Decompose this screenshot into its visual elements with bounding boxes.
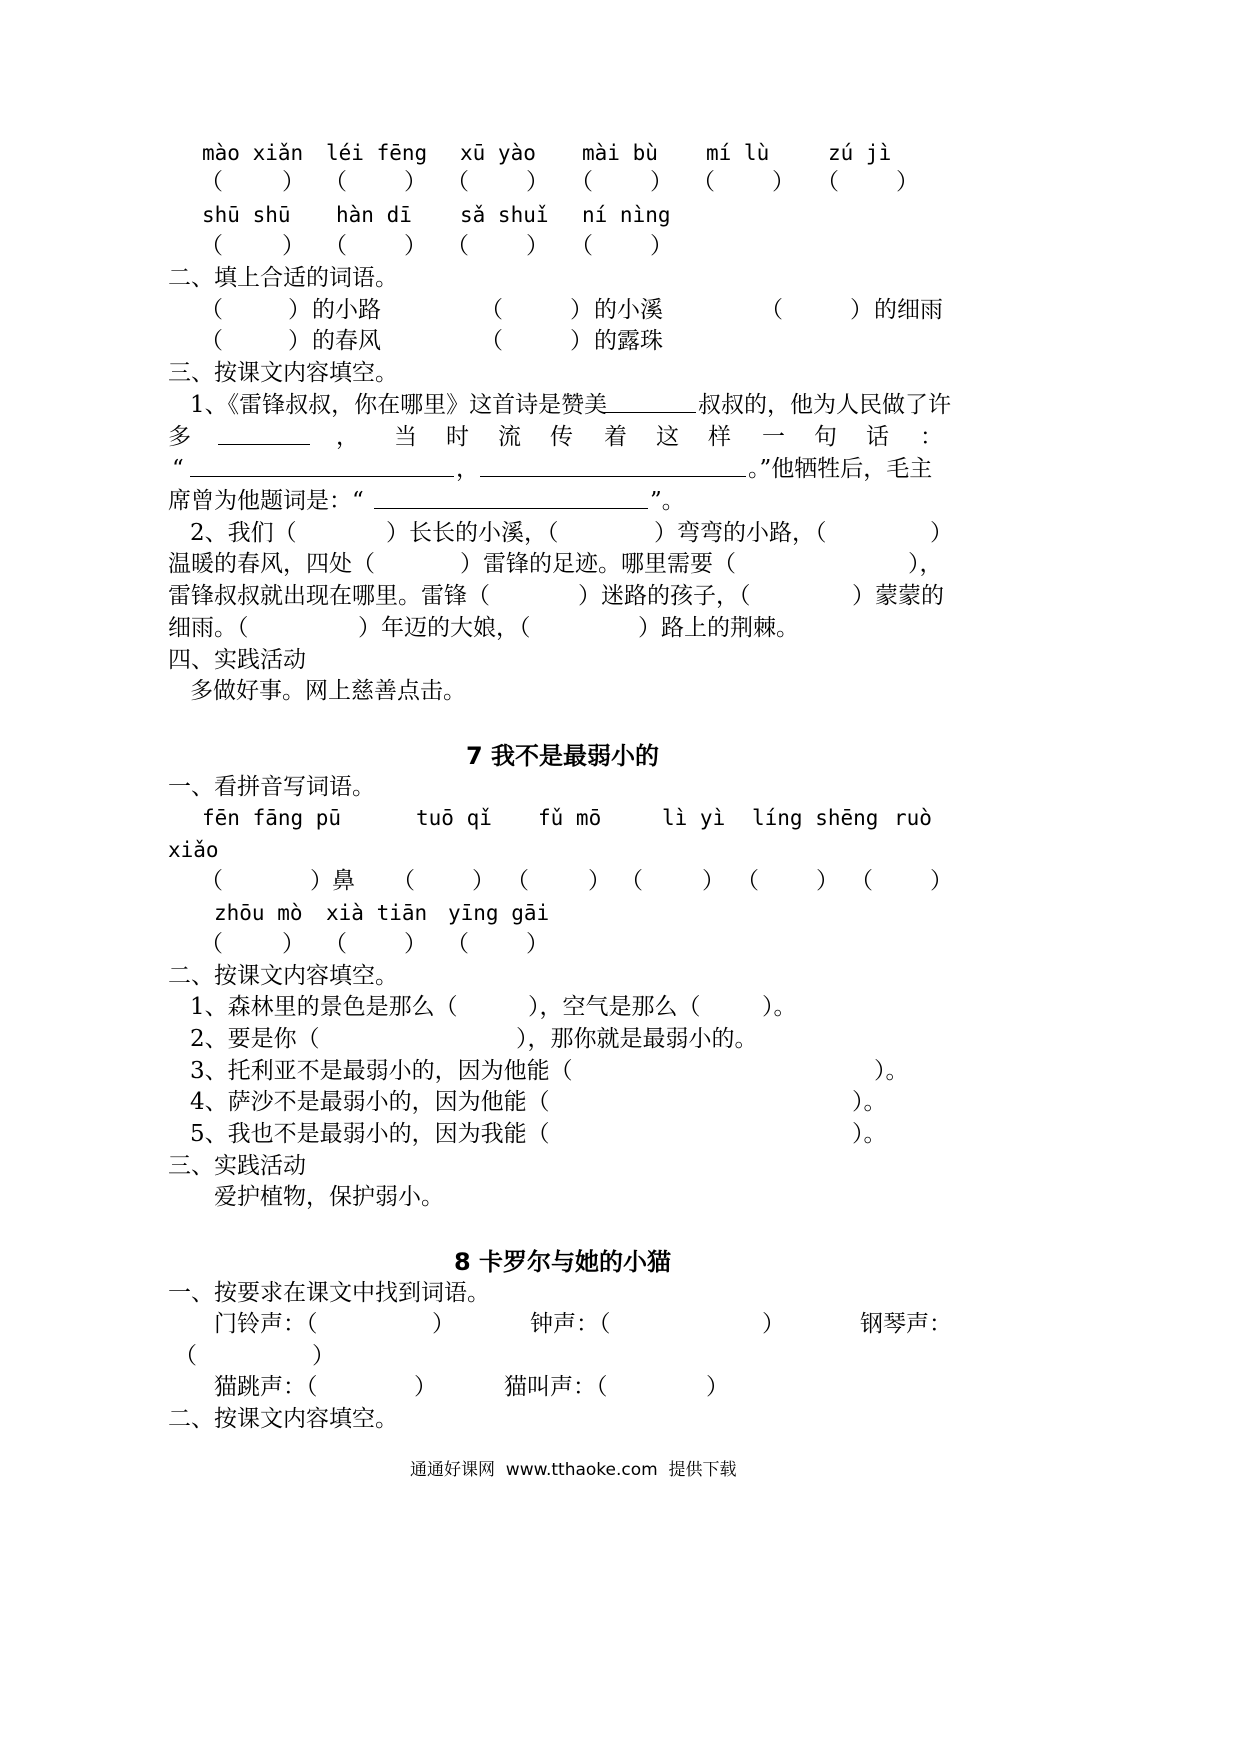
answer-blank-close: ） [706,1374,729,1400]
answer-blank-close: ） [404,931,427,957]
answer-blank[interactable]: （ [480,297,503,323]
spaced-char: 流 [498,424,521,450]
fill-item: ） [570,328,593,354]
spaced-char: 当 [394,424,417,450]
pinyin-word: líng shēng [752,806,879,830]
question-text: 温暖的春风，四处（ [168,551,375,577]
answer-blank-close: ） [896,169,919,195]
answer-blank-close: ） [282,233,305,259]
answer-blank-close: ） [930,868,953,894]
spaced-char: 句 [814,424,837,450]
question-text: 1、《雷锋叔叔，你在哪里》这首诗是赞美 [190,392,608,418]
answer-blank[interactable]: （ [324,169,347,195]
pinyin-word: zú jì [828,141,892,165]
answer-blank[interactable]: （ [324,233,347,259]
answer-blank-close: ） [650,169,673,195]
section-heading: 二、按课文内容填空。 [168,1406,398,1432]
answer-blank[interactable]: （ [200,233,223,259]
fill-item-label: 的小溪 [594,297,663,323]
answer-blank[interactable]: （ [446,169,469,195]
pinyin-word: fǔ mō [538,806,602,830]
question-text: ）。 [852,1089,887,1115]
answer-blank[interactable]: （ [200,328,223,354]
question-text: 门铃声：（ [214,1311,318,1337]
question-text: ），那你就是最弱小的。 [516,1026,758,1052]
fill-item-label: 的春风 [312,328,381,354]
answer-line[interactable] [604,412,696,413]
fill-item: ） [288,297,311,323]
spaced-char: 这 [656,424,679,450]
pinyin-word: xiǎo [168,838,219,862]
question-text: ）长长的小溪，（ [386,520,559,546]
answer-blank-close: ） [472,868,495,894]
answer-blank[interactable]: （ [174,1343,197,1369]
pinyin-word: mào xiǎn [202,141,304,165]
section-heading: 二、填上合适的词语。 [168,265,398,291]
quote-open: “ [172,456,184,482]
pinyin-word: yīng gāi [448,901,550,925]
answer-blank[interactable]: （ [446,233,469,259]
spaced-char: 着 [604,424,627,450]
question-text: ）迷路的孩子，（ [578,583,751,609]
answer-blank[interactable]: （ [200,868,223,894]
question-text: 席曾为他题词是：“ [168,488,364,514]
question-text: ”。 [650,488,685,514]
question-text: ）。 [852,1121,887,1147]
pinyin-word: sǎ shuǐ [460,203,549,227]
answer-blank-close: ） [432,1311,455,1337]
fill-item-label: 的小路 [312,297,381,323]
spaced-char: 话 [866,424,889,450]
lesson-title: 8 卡罗尔与她的小猫 [454,1248,672,1276]
answer-blank[interactable]: （ [200,297,223,323]
question-text: 雷锋叔叔就出现在哪里。雷锋（ [168,583,490,609]
question-text: ）。 [874,1058,909,1084]
question-text: 2、我们（ [190,520,297,546]
answer-blank-close: ） [762,1311,785,1337]
answer-blank-close: ） [414,1374,437,1400]
answer-blank-close: ） [404,169,427,195]
answer-line[interactable] [374,508,648,509]
pinyin-word: léi fēng [326,141,428,165]
spaced-char: 一 [762,424,785,450]
answer-blank[interactable]: （ [200,931,223,957]
answer-blank-close: ） [282,931,305,957]
answer-blank-close: ） [282,169,305,195]
spaced-char: ： [920,424,943,450]
answer-blank-close: ） [588,868,611,894]
practice-text: 多做好事。网上慈善点击。 [190,678,466,704]
section-heading: 一、按要求在课文中找到词语。 [168,1280,490,1306]
question-text: 钢琴声： [860,1311,952,1337]
fill-item: ） [570,297,593,323]
question-text: 猫跳声：（ [214,1374,318,1400]
pinyin-word: mài bù [582,141,658,165]
pinyin-word: xū yào [460,141,536,165]
fill-item-label: 的细雨 [874,297,943,323]
question-text: 钟声：（ [530,1311,611,1337]
section-heading: 二、按课文内容填空。 [168,963,398,989]
pinyin-word: shū shū [202,203,291,227]
question-text: 多 [168,424,191,450]
question-text: 1、森林里的景色是那么（ [190,994,458,1020]
answer-blank-close: ） [312,1343,335,1369]
answer-blank[interactable]: （ [480,328,503,354]
answer-blank[interactable]: （ [570,169,593,195]
section-heading: 一、看拼音写词语。 [168,774,375,800]
question-text: ）弯弯的小路，（ [654,520,827,546]
answer-blank[interactable]: （ [692,169,715,195]
section-heading: 三、实践活动 [168,1153,306,1179]
lesson-title: 7 我不是最弱小的 [466,742,660,770]
answer-line[interactable] [218,444,310,445]
question-text: 叔叔的，他为人民做了许 [698,392,951,418]
spaced-char: 样 [708,424,731,450]
answer-blank-close: ） [526,233,549,259]
pinyin-word: lì yì [662,806,726,830]
answer-blank[interactable]: （ [200,169,223,195]
section-heading: 三、按课文内容填空。 [168,360,398,386]
spaced-char: ， [336,424,359,450]
question-text: 5、我也不是最弱小的，因为我能（ [190,1121,550,1147]
question-text: ） [930,520,953,546]
pinyin-word: fēn fāng pū [202,806,342,830]
question-text: ， [456,456,479,482]
spaced-char: 时 [446,424,469,450]
question-text: 细雨。（ [168,615,249,641]
answer-blank[interactable]: （ [850,868,873,894]
question-text: 3、托利亚不是最弱小的，因为他能（ [190,1058,573,1084]
fill-item: ） [288,328,311,354]
question-text: 。”他牺牲后，毛主 [748,456,933,482]
answer-blank-close: ） [526,169,549,195]
pinyin-word: zhōu mò [214,901,303,925]
page-footer: 通通好课网 www.tthaoke.com 提供下载 [410,1460,737,1480]
answer-blank[interactable]: （ [816,169,839,195]
question-text: 猫叫声：（ [504,1374,608,1400]
answer-blank[interactable]: （ [736,868,759,894]
answer-blank[interactable]: （ [324,931,347,957]
answer-blank-close: ） [526,931,549,957]
pinyin-word: ruò [894,806,932,830]
answer-blank-close: ） [650,233,673,259]
section-heading: 四、实践活动 [168,647,306,673]
pinyin-word: tuō qǐ [416,806,492,830]
question-text: ）年迈的大娘，（ [358,615,531,641]
answer-blank-close: ） [404,233,427,259]
pinyin-word: ní nìng [582,203,671,227]
answer-blank[interactable]: （ [506,868,529,894]
spaced-char: 传 [550,424,573,450]
question-text: ），空气是那么（ [528,994,701,1020]
answer-blank-close: ） [702,868,725,894]
question-text: 4、萨沙不是最弱小的，因为他能（ [190,1089,550,1115]
question-text: ）雷锋的足迹。哪里需要（ [460,551,736,577]
question-text: ）， [908,551,943,577]
question-text: ）路上的荆棘。 [638,615,799,641]
answer-blank[interactable]: （ [760,297,783,323]
practice-text: 爱护植物，保护弱小。 [214,1184,444,1210]
answer-blank-close: ） [816,868,839,894]
answer-blank[interactable]: （ [620,868,643,894]
answer-blank[interactable]: （ [392,868,415,894]
pinyin-word: hàn dī [336,203,412,227]
fill-item-label: 的露珠 [594,328,663,354]
answer-line[interactable] [480,476,746,477]
answer-blank-close: ） [310,868,333,894]
answer-blank[interactable]: （ [570,233,593,259]
answer-blank-close: ） [772,169,795,195]
question-text: ）蒙蒙的 [852,583,944,609]
pinyin-word: xià tiān [326,901,428,925]
answer-blank[interactable]: （ [446,931,469,957]
answer-line[interactable] [190,476,454,477]
question-text: ）。 [762,994,797,1020]
given-char: 鼻 [332,868,355,894]
fill-item: ） [850,297,873,323]
question-text: 2、要是你（ [190,1026,320,1052]
pinyin-word: mí lù [706,141,770,165]
